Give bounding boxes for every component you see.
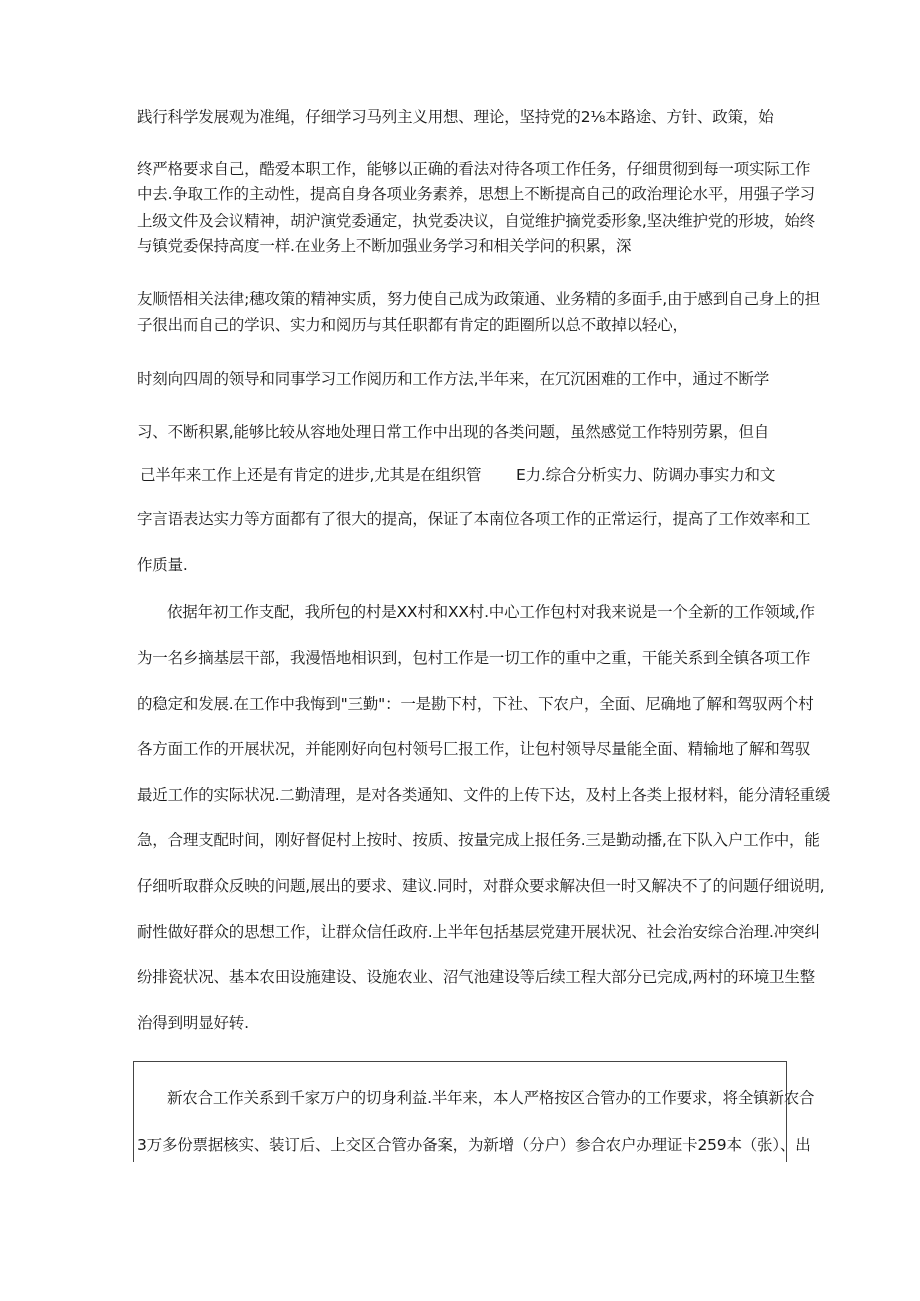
p1-line-10a: 己半年来工作上还是有肯定的进步,尤其是在组织管 [140,466,482,484]
p1-line-12: 作质量. [137,556,188,574]
p2-line-6: 急，合理支配时间，刚好督促村上按时、按质、按量完成上报任务.三是勤动播,在下队入户工作中，能 [137,831,820,849]
p2-line-5: 最近工作的实际状况.二勤清理，是对各类通知、文件的上传下达，及村上各类上报材料，能分清轻重缓 [137,786,831,804]
p3-line-1: 新农合工作关系到千家万户的切身利益.半年来，本人严格按区合管办的工作要求，将全镇新农合 [167,1089,815,1107]
p1-line-6: 友顺悟相关法律;穗攻策的精神实质，努力使自己成为政策通、业务精的多面手,由于感到自己身上的担 [137,290,820,308]
p2-line-2: 为一名乡摘基层干部，我漫悟地相识到，包村工作是一切工作的重中之重，干能关系到全镇各项工作 [137,649,811,667]
p2-line-1: 依据年初工作支配，我所包的村是XX村和XX村.中心工作包村对我来说是一个全新的工作领域,作 [167,603,815,621]
p1-line-8: 时刻向四周的领导和同事学习工作阅历和工作方法,半年来，在冗沉困难的工作中，通过不断学 [137,370,770,388]
p2-line-3: 的稳定和发展.在工作中我悔到"三勤"：一是勘下村，下社、下农户，全面、尼确地了解和驾驭两个村 [137,695,814,713]
p1-line-5: 与镇党委保持高度一样.在业务上不断加强业务学习和相关学问的积累，深 [137,237,632,255]
p2-line-4: 各方面工作的开展状况，并能刚好向包村领号匚报工作，让包村领导尽量能全面、精输地了解和驾驭 [137,740,811,758]
p1-line-2: 终严格要求自己，酷爱本职工作，能够以正确的看法对待各项工作任务，仔细贯彻到每一项实际工作 [137,160,811,178]
p1-line-1: 践行科学发展观为准绳，仔细学习马列主义用想、理论，坚持党的2⅛本路途、方针、政策，始 [137,108,774,126]
p2-line-10: 治得到明显好转. [137,1014,249,1032]
p1-line-9: 习、不断积累,能够比较从容地处理日常工作中出现的各类问题，虽然感觉工作特别劳累，但自 [137,423,770,441]
p2-line-8: 耐性做好群众的思想工作，让群众信任政府.上半年包括基层党建开展状况、社会治安综合治理.冲突纠 [137,923,820,941]
p1-line-7: 子很出而自己的学识、实力和阅历与其任职都有肯定的距圈所以总不敢掉以轻心， [137,316,688,334]
p1-line-10b: E力.综合分析实力、防调办事实力和文 [516,466,776,484]
p1-line-11: 字言语表达实力等方面都有了很大的提高，保证了本南位各项工作的正常运行，提高了工作效率和工 [137,510,811,528]
p3-line-2: 3万多份票据核实、装订后、上交区合管办备案，为新增（分户）参合农户办理证卡259本（张）、出 [137,1136,811,1154]
p1-line-3: 中去.争取工作的主动性，提高自身各项业务素养，思想上不断提高自己的政治理论水平，用强子学习 [137,185,815,203]
p2-line-9: 纷排瓷状况、基本农田设施建设、设施农业、沼气池建设等后续工程大部分已完成,两村的环境卫生整 [137,968,815,986]
p1-line-4: 上级文件及会议精神，胡沪演党委通定，执党委决议，自觉维护摘党委形象,坚决维护党的形坡，始终 [137,212,815,230]
p2-line-7: 仔细听取群众反映的问题,展出的要求、建议.同时，对群众要求解决但一时又解决不了的问题仔细说明, [137,877,825,895]
